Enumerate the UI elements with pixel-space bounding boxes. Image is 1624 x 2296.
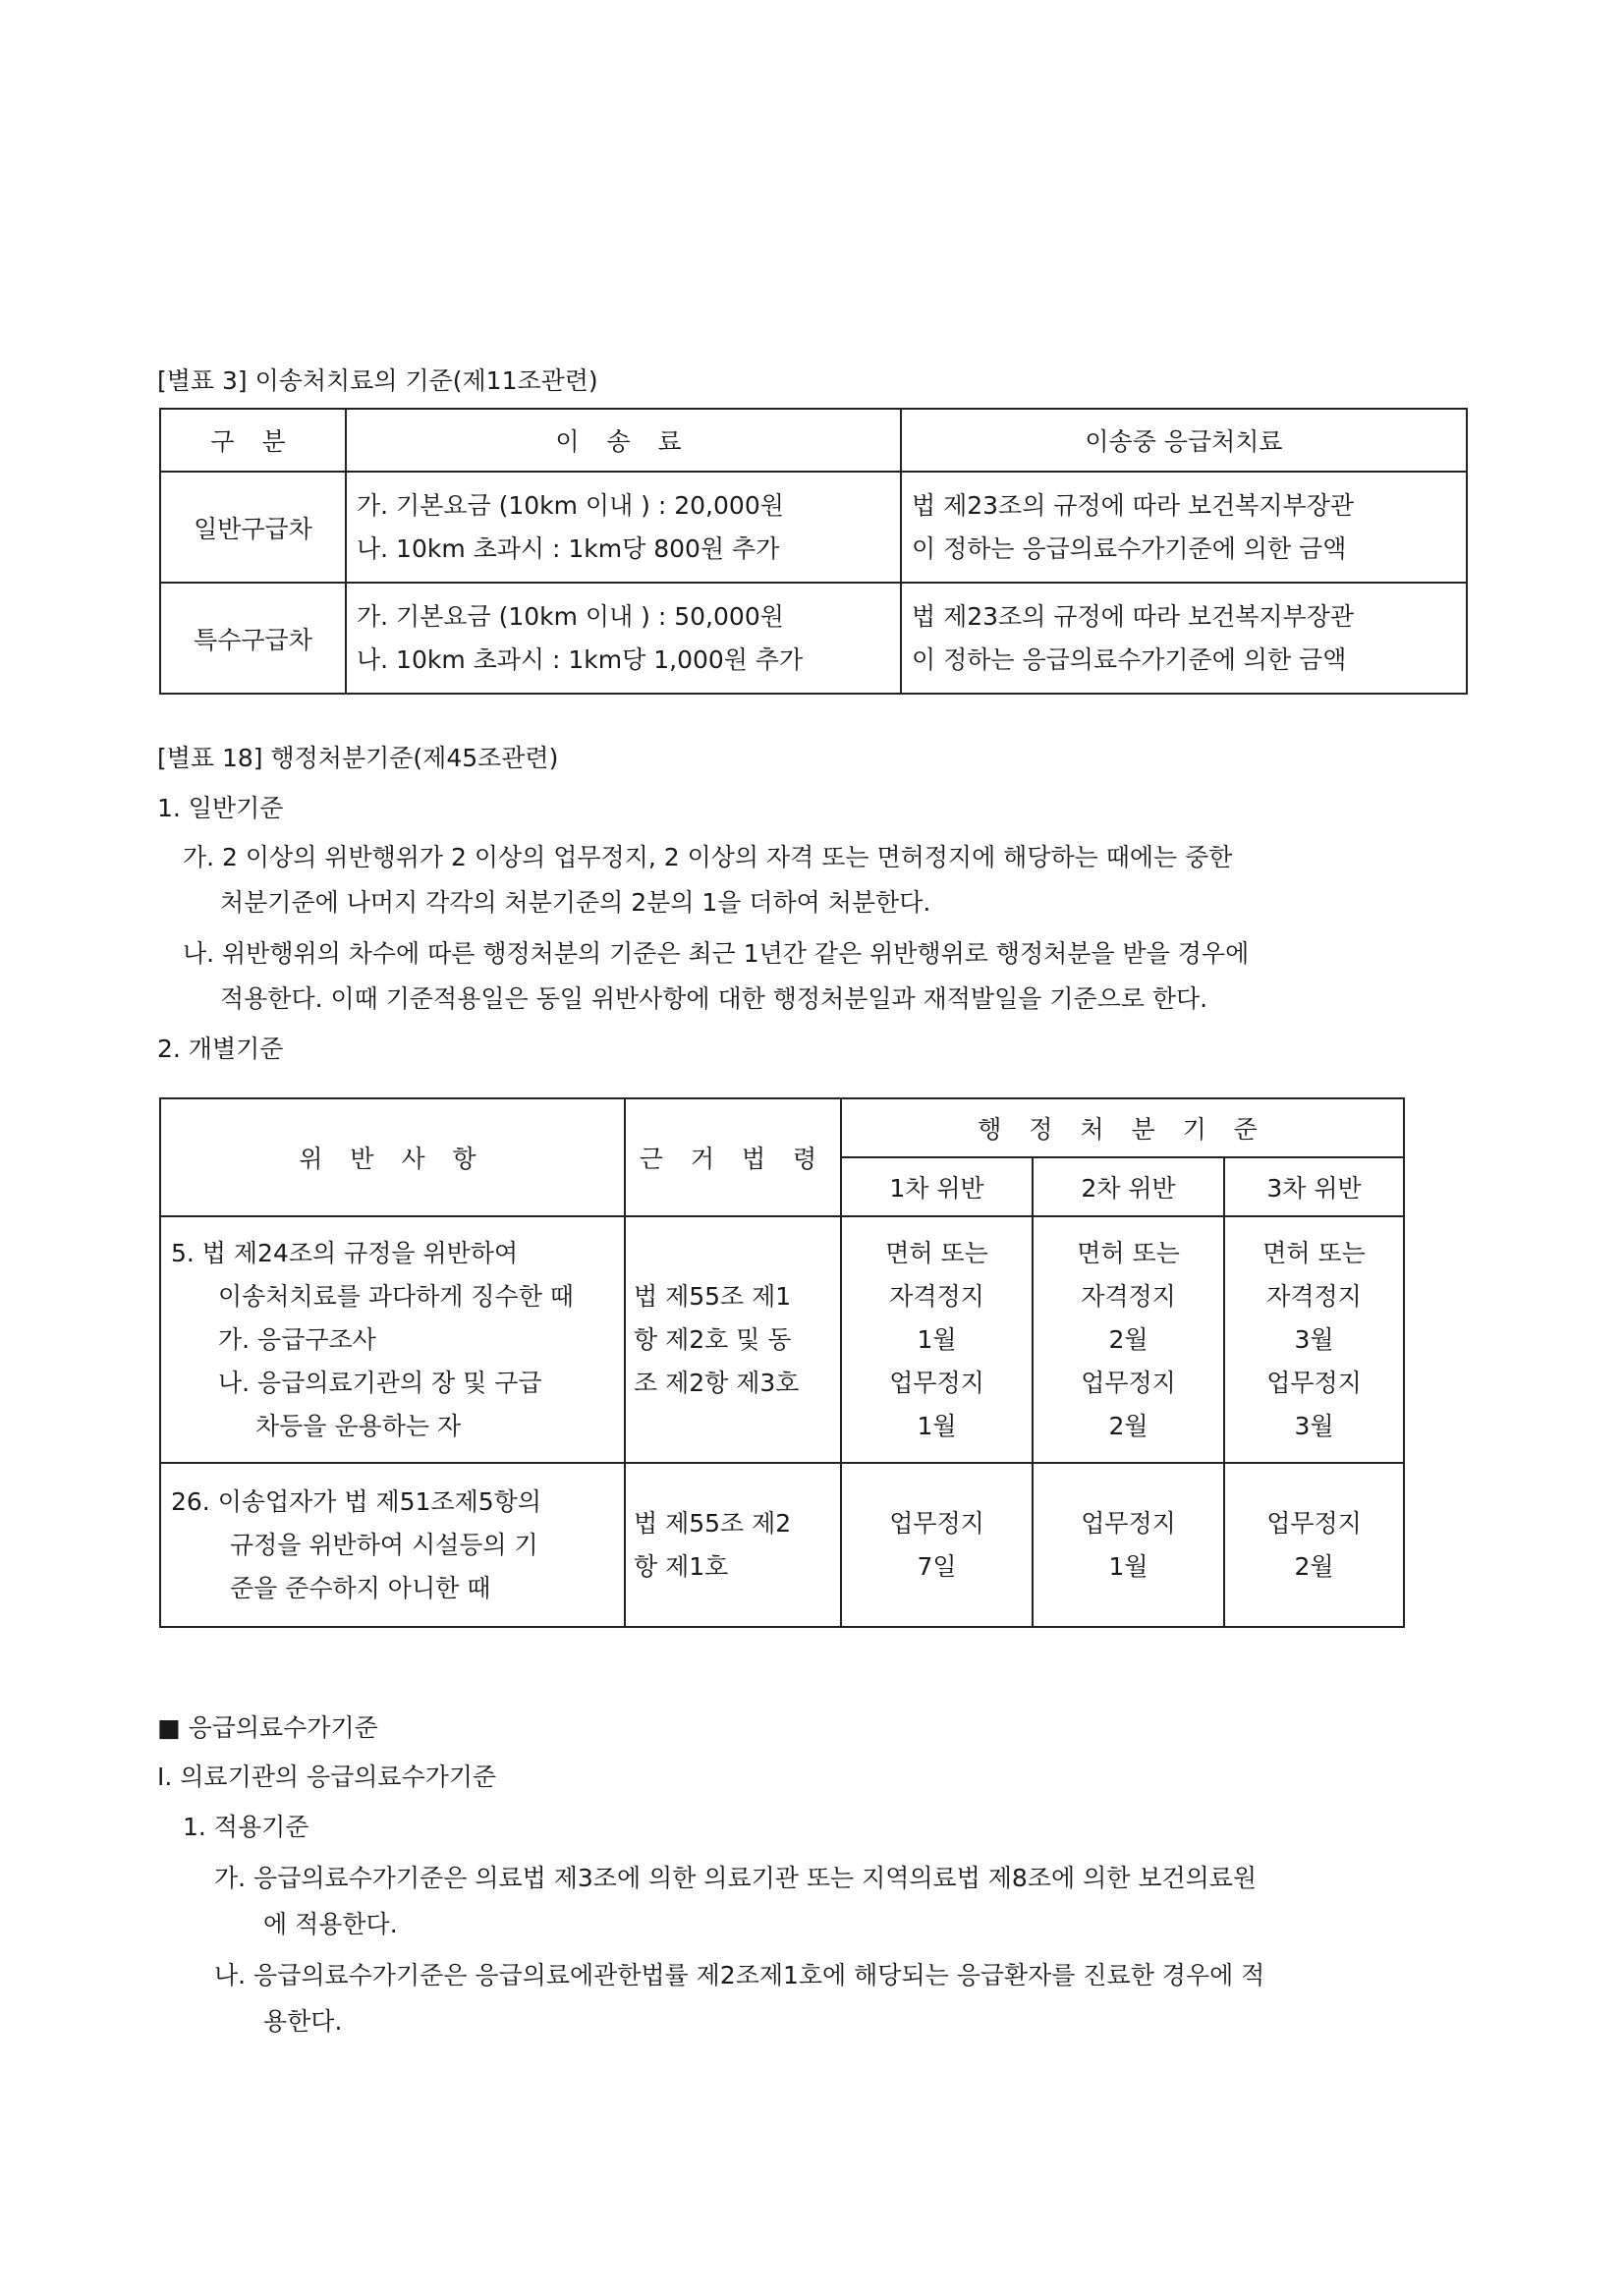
individual-criteria-heading: 2. 개별기준 [157, 1035, 284, 1063]
legal-basis-line: 법 제55조 제2 [634, 1508, 792, 1538]
third-violation-line: 업무정지 [1266, 1508, 1362, 1538]
application-criteria-ga-cont: 에 적용한다. [263, 1910, 398, 1938]
disposition-table [159, 1097, 1405, 1628]
violation-line: 규정을 위반하여 시설등의 기 [230, 1530, 538, 1559]
header-category: 구 분 [160, 409, 346, 472]
general-criteria-na: 나. 위반행위의 차수에 따른 행정처분의 기준은 최근 1년간 같은 위반행위로 행정처분을 받을 경우에 [183, 939, 1250, 968]
third-violation-line: 2월 [1294, 1551, 1334, 1581]
legal-basis-line: 법 제55조 제1 [634, 1281, 792, 1311]
second-violation-line: 1월 [1108, 1551, 1148, 1581]
first-violation-line: 업무정지 [889, 1508, 984, 1538]
fee-section-1-heading: I. 의료기관의 응급의료수가기준 [157, 1763, 497, 1791]
third-violation-line: 면허 또는 [1262, 1238, 1366, 1267]
fee-line: 가. 기본요금 (10km 이내 ) : 20,000원 [357, 490, 784, 520]
care-line: 이 정하는 응급의료수가기준에 의한 금액 [912, 644, 1347, 674]
fee-line: 나. 10km 초과시 : 1km당 1,000원 추가 [357, 644, 804, 674]
application-criteria-na-cont: 용한다. [263, 2007, 343, 2036]
first-violation-line: 면허 또는 [885, 1238, 988, 1267]
second-violation-line: 업무정지 [1081, 1368, 1176, 1397]
first-violation-line: 업무정지 [889, 1368, 984, 1397]
care-line: 법 제23조의 규정에 따라 보건복지부장관 [912, 601, 1354, 631]
violation-line: 준을 준수하지 아니한 때 [230, 1573, 491, 1602]
header-legal-basis: 근 거 법 령 [625, 1098, 841, 1216]
violation-line: 가. 응급구조사 [218, 1324, 376, 1354]
fee-standard-heading: ■ 응급의료수가기준 [157, 1713, 378, 1742]
application-criteria-ga: 가. 응급의료수가기준은 의료법 제3조에 의한 의료기관 또는 지역의료법 제8조에 의한 보건의료원 [214, 1864, 1258, 1892]
general-criteria-na-cont: 적용한다. 이때 기준적용일은 동일 위반사항에 대한 행정처분일과 재적발일을 기준으로 한다. [220, 984, 1208, 1013]
legal-basis-line: 조 제2항 제3호 [634, 1368, 800, 1397]
general-criteria-ga: 가. 2 이상의 위반행위가 2 이상의 업무정지, 2 이상의 자격 또는 면허정지에 해당하는 때에는 중한 [183, 843, 1233, 871]
second-violation-line: 업무정지 [1081, 1508, 1176, 1538]
table-row [160, 583, 1467, 694]
table3-title: [별표 3] 이송처치료의 기준(제11조관련) [157, 366, 598, 395]
general-criteria-ga-cont: 처분기준에 나머지 각각의 처분기준의 2분의 1을 더하여 처분한다. [220, 888, 931, 917]
category-special-ambulance: 특수구급차 [160, 583, 346, 694]
care-line: 이 정하는 응급의료수가기준에 의한 금액 [912, 533, 1347, 563]
category-general-ambulance: 일반구급차 [160, 472, 346, 583]
table-row [160, 1216, 1404, 1463]
header-second-violation: 2차 위반 [1033, 1157, 1224, 1216]
table-row [160, 1463, 1404, 1627]
second-violation-line: 2월 [1108, 1324, 1148, 1354]
table18-title: [별표 18] 행정처분기준(제45조관련) [157, 744, 559, 772]
third-violation-line: 자격정지 [1266, 1281, 1362, 1311]
application-criteria-heading: 1. 적용기준 [183, 1813, 309, 1841]
second-violation-line: 자격정지 [1081, 1281, 1176, 1311]
second-violation-line: 2월 [1108, 1411, 1148, 1440]
violation-line: 차등을 운용하는 자 [255, 1411, 462, 1440]
general-criteria-heading: 1. 일반기준 [157, 794, 284, 822]
first-violation-line: 7일 [917, 1551, 957, 1581]
header-violation: 위 반 사 항 [160, 1098, 625, 1216]
fee-line: 나. 10km 초과시 : 1km당 800원 추가 [357, 533, 780, 563]
violation-line: 26. 이송업자가 법 제51조제5항의 [171, 1486, 541, 1516]
third-violation-line: 3월 [1294, 1411, 1334, 1440]
third-violation-line: 3월 [1294, 1324, 1334, 1354]
transport-fee-table [159, 408, 1468, 695]
header-third-violation: 3차 위반 [1224, 1157, 1404, 1216]
application-criteria-na: 나. 응급의료수가기준은 응급의료에관한법률 제2조제1호에 해당되는 응급환자를 진료한 경우에 적 [214, 1961, 1265, 1989]
care-line: 법 제23조의 규정에 따라 보건복지부장관 [912, 490, 1354, 520]
first-violation-line: 1월 [917, 1411, 957, 1440]
fee-line: 가. 기본요금 (10km 이내 ) : 50,000원 [357, 601, 784, 631]
header-disposition-criteria: 행 정 처 분 기 준 [841, 1098, 1404, 1157]
second-violation-line: 면허 또는 [1077, 1238, 1180, 1267]
violation-line: 나. 응급의료기관의 장 및 구급 [218, 1368, 542, 1397]
header-transport-fee: 이 송 료 [346, 409, 901, 472]
header-first-violation: 1차 위반 [841, 1157, 1033, 1216]
legal-basis-line: 항 제1호 [634, 1551, 729, 1581]
third-violation-line: 업무정지 [1266, 1368, 1362, 1397]
violation-line: 5. 법 제24조의 규정을 위반하여 [171, 1238, 519, 1267]
legal-basis-line: 항 제2호 및 동 [634, 1324, 792, 1354]
table-row [160, 472, 1467, 583]
violation-line: 이송처치료를 과다하게 징수한 때 [218, 1281, 574, 1311]
header-emergency-care-fee: 이송중 응급처치료 [901, 409, 1467, 472]
first-violation-line: 자격정지 [889, 1281, 984, 1311]
first-violation-line: 1월 [917, 1324, 957, 1354]
